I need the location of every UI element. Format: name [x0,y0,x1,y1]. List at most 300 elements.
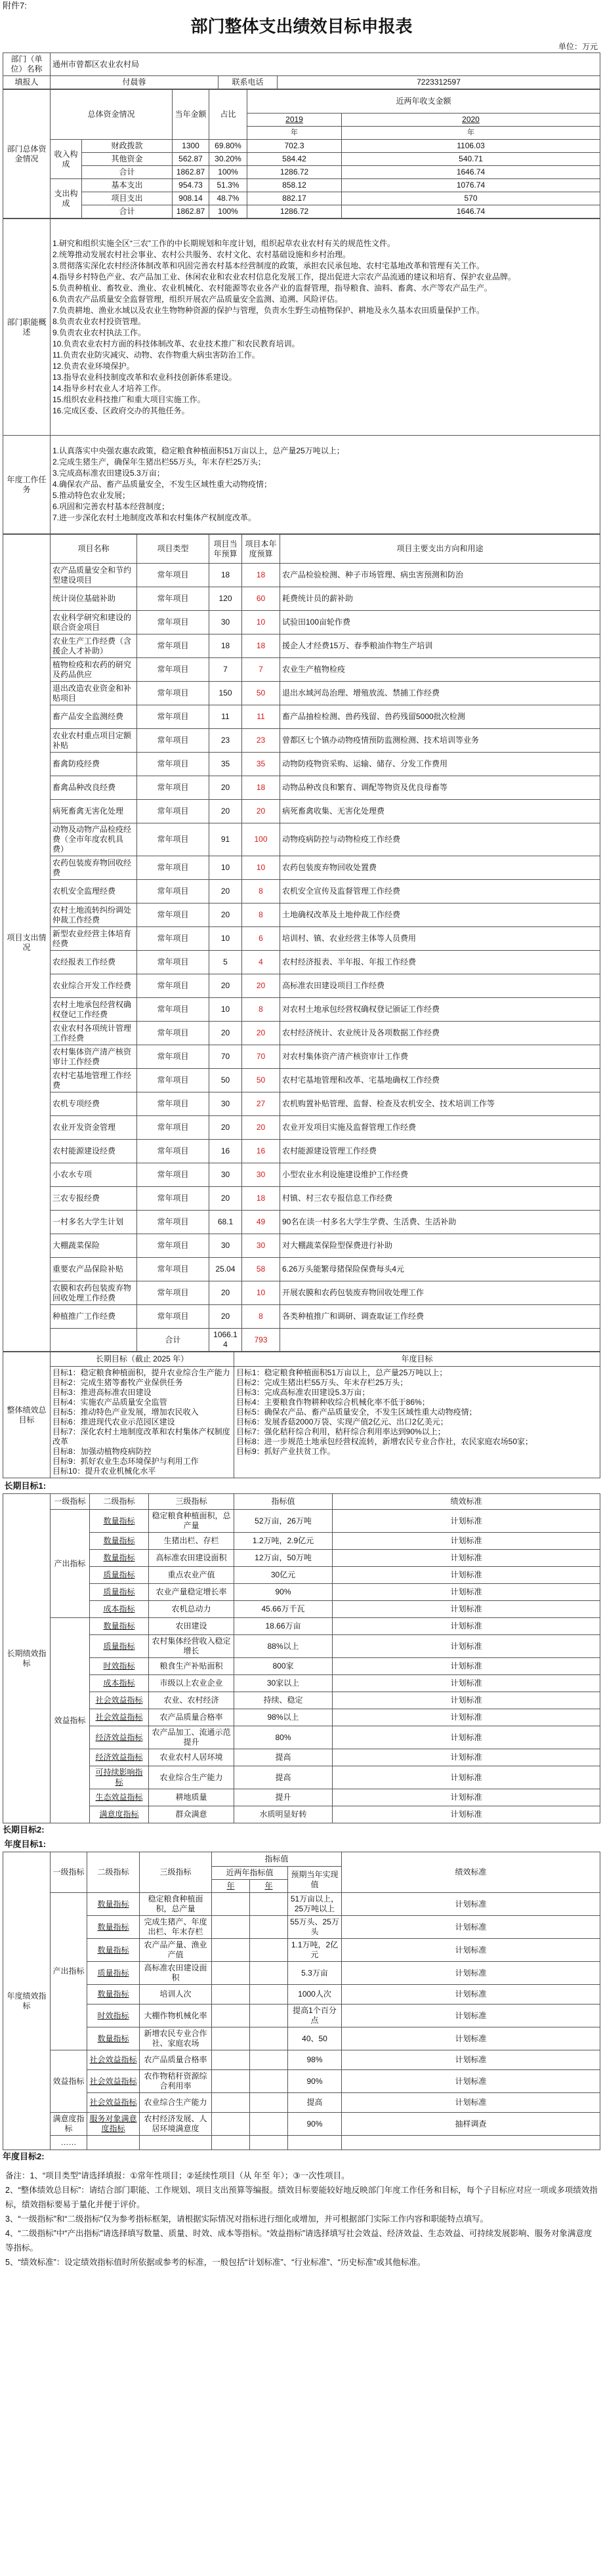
income-row-ratio: 100% [209,166,247,179]
project-budget-current: 11 [209,705,242,729]
project-name: 农膜和农药包装废弃物回收处理工作经费 [51,1281,137,1305]
income-row-name: 合计 [82,166,173,179]
long-standard: 计划标准 [333,1749,600,1766]
project-budget-current: 10 [209,927,242,951]
expense-row-y1: 858.12 [247,179,342,192]
year-plan: 90% [288,2113,342,2136]
year-plan: 1000人次 [288,1985,342,2005]
project-type: 常年项目 [137,564,209,587]
expense-row-y2: 570 [342,192,600,205]
long-standard: 计划标准 [333,1584,600,1601]
long-standard: 计划标准 [333,1806,600,1823]
year-standard: 计划标准 [342,1893,600,1916]
long-standard: 计划标准 [333,1789,600,1806]
long-level2: 经济效益指标 [90,1726,149,1749]
projects-total-empty [51,1329,137,1352]
year-plan: 51万亩以上，25万吨以上 [288,1893,342,1916]
project-budget-current: 30 [209,1163,242,1187]
long-value: 提高 [234,1766,333,1789]
project-row [3,587,600,611]
col-project-type: 项目类型 [137,535,209,564]
year-2-header: 2020 [342,114,600,127]
year-level3: 培训人次 [140,1985,212,2005]
project-name: 种植推广工作经费 [51,1305,137,1329]
project-budget-current: 30 [209,1092,242,1116]
expense-row-amount: 908.14 [173,192,209,205]
year-recent-2 [250,1916,288,1939]
project-row [3,998,600,1022]
long-level3: 耕地质量 [149,1789,234,1806]
year-recent-1 [212,1939,250,1962]
project-budget-current: 30 [209,1234,242,1258]
long-level2: 成本指标 [90,1675,149,1692]
year-recent-1 [212,2093,250,2113]
income-row-y1: 584.42 [247,153,342,166]
project-type: 常年项目 [137,753,209,776]
project-budget-year: 20 [242,974,280,998]
year-level2: 数量指标 [87,1893,140,1916]
project-budget-current: 150 [209,682,242,705]
year-empty-cell [212,2136,250,2150]
year-standard: 计划标准 [342,2093,600,2113]
project-budget-year: 23 [242,729,280,753]
year-indicators-label: 年度绩效指标 [3,1852,51,2150]
project-budget-current: 20 [209,880,242,904]
project-budget-current: 20 [209,904,242,927]
long-value: 800家 [234,1658,333,1675]
year-plan: 90% [288,2070,342,2093]
long-standard: 计划标准 [333,1766,600,1789]
project-row [3,1163,600,1187]
long-value: 提高 [234,1749,333,1766]
year-empty-cell [250,2136,288,2150]
income-row-y1: 1286.72 [247,166,342,179]
project-row [3,880,600,904]
project-budget-current: 20 [209,974,242,998]
long-level3: 重点农业产值 [149,1567,234,1584]
year-plan: 1.1万吨，2亿元 [288,1939,342,1962]
col-y-level1: 一级指标 [51,1852,87,1893]
project-type: 常年项目 [137,823,209,856]
long-standard: 计划标准 [333,1692,600,1709]
project-row [3,1234,600,1258]
expense-row-amount: 1862.87 [173,205,209,218]
year-level2: 数量指标 [87,2027,140,2050]
project-type: 常年项目 [137,776,209,800]
project-budget-current: 70 [209,1045,242,1069]
project-name: 三农专报经费 [51,1187,137,1211]
project-budget-year: 6 [242,927,280,951]
project-budget-current: 18 [209,564,242,587]
year-recent-2 [250,2070,288,2093]
project-name: 农业综合开发工作经费 [51,974,137,998]
col-project-use: 项目主要支出方向和用途 [280,535,600,564]
project-type: 常年项目 [137,856,209,880]
income-row-name: 其他资金 [82,153,173,166]
project-type: 常年项目 [137,705,209,729]
col-level3: 三级指标 [149,1494,234,1510]
project-name: 农村集体资产清产核资审计工作经费 [51,1045,137,1069]
project-type: 常年项目 [137,1022,209,1045]
project-name: 畜禽品种改良经费 [51,776,137,800]
project-row [3,1045,600,1069]
year-recent-2 [250,1893,288,1916]
project-budget-year: 49 [242,1211,280,1234]
project-budget-year: 20 [242,1022,280,1045]
year-standard: 计划标准 [342,1939,600,1962]
project-name: 农业农村各项统计管理工作经费 [51,1022,137,1045]
project-row [3,927,600,951]
year-level3: 农产品产量、渔业产值 [140,1939,212,1962]
project-budget-year: 100 [242,823,280,856]
project-use: 农机安全宣传及监督管理工作经费 [280,880,600,904]
long-level1: 产出指标 [51,1510,90,1618]
long-value: 持续、稳定 [234,1692,333,1709]
year-level2: 服务对象满意度指标 [87,2113,140,2136]
project-row [3,705,600,729]
project-name: 动物及动物产品检疫经费（全市年度农机具费） [51,823,137,856]
long-level1: 效益指标 [51,1618,90,1823]
long-level3: 农机总动力 [149,1601,234,1618]
col-budget-current: 项目当年预算 [209,535,242,564]
long-goal-2-title: 长期目标2: [3,1825,45,1835]
project-use: 6.26万头能繁母猪保险保费每头4元 [280,1258,600,1281]
long-level2: 数量指标 [90,1618,149,1635]
project-name: 大棚蔬菜保险 [51,1234,137,1258]
project-budget-year: 35 [242,753,280,776]
year-level3: 高标准农田建设面积 [140,1962,212,1985]
filler-label: 填报人 [3,76,51,89]
income-row-amount: 1300 [173,140,209,153]
long-value: 90% [234,1584,333,1601]
project-row [3,974,600,998]
project-budget-year: 50 [242,1069,280,1092]
project-row [3,611,600,634]
duties-label: 部门职能概述 [3,219,51,436]
overall-goals-table [3,1352,600,1478]
long-level3: 群众满意 [149,1806,234,1823]
project-budget-year: 70 [242,1045,280,1069]
project-name: 退出改造农业资金和补贴项目 [51,682,137,705]
project-budget-current: 20 [209,1281,242,1305]
project-name: 畜产品安全监测经费 [51,705,137,729]
project-name: 小农水专项 [51,1163,137,1187]
long-level3: 农业综合生产能力 [149,1766,234,1789]
project-name: 植物检疫和农药的研究及药品供应 [51,658,137,682]
duties-text: 1.研究和组织实施全区“三农”工作的中长期规划和年度计划，组织起草农业农村有关的规范性文件。 2.统筹推动发展农村社会事业、农村公共服务、农村文化、农村基础设施和乡村治理。 3.贯彻落实深化农村经济体制改革和巩固完善农村基本经营制度的政策，承担农民承包地、农村宅基地改革和管理有关工作。 4.指导乡村特色产业、农产品加工业、休闲农业和农业农村信息化发展工作，提出促进大宗农产品流通的建议和培育、保护农业品牌。 5.负责种植业、畜牧业、渔业、农业机械化、农村能源等农业各产业的监督管理，指导粮食、油料、畜禽、水产等农产品生产。 6.负责农产品质量安全监督管理，组织开展农产品质量安全监测、追溯、风险评估。 7.负责耕地、渔业水域以及农业生物物种资源的保护与管理，负责水生野生动植物保护、耕地及永久基本农田质量保护工作。 8.负责农业农村投资管理。 9.负责农业农村执法工作。 10.负责农业农村方面的科技体制改革、农业技术推广和农民教育培训。 11.负责农业防灾减灾、动物、农作物重大病虫害防治工作。 12.负责农业环境保护。 13.指导农业科技制度改革和农业科技创新体系建设。 14.指导乡村农业人才培养工作。 15.组织农业科技推广和重大项目实施工作。 16.完成区委、区政府交办的其他任务。 [51,219,600,436]
col-budget-year: 项目本年度预算 [242,535,280,564]
project-budget-year: 20 [242,800,280,823]
expense-row-y1: 1286.72 [247,205,342,218]
project-name: 农业科学研究和建设的联合资金项目 [51,611,137,634]
project-type: 常年项目 [137,1092,209,1116]
project-budget-year: 20 [242,1116,280,1140]
long-standard: 计划标准 [333,1726,600,1749]
project-use: 培训村、镇、农业经营主体等人员费用 [280,927,600,951]
year-recent-2 [250,1939,288,1962]
project-budget-current: 20 [209,800,242,823]
year-recent-1 [212,2070,250,2093]
long-standard: 计划标准 [333,1510,600,1533]
long-level2: 时效指标 [90,1658,149,1675]
long-level3: 市级以上农业企业 [149,1675,234,1692]
long-standard: 计划标准 [333,1533,600,1550]
projects-total-label: 合计 [137,1329,209,1352]
year-level3: 新增农民专业合作社、家庭农场 [140,2027,212,2050]
year-standard: 抽样调查 [342,2113,600,2136]
col-standard: 绩效标准 [333,1494,600,1510]
income-row-y2: 1106.03 [342,140,600,153]
project-use: 农村宅基地管理和改革、宅基地确权工作经费 [280,1069,600,1092]
long-level3: 农村集体经营收入稳定增长 [149,1635,234,1658]
long-level3: 农产品加工、流通示范提升 [149,1726,234,1749]
recent-years-label: 近两年收支金额 [247,90,600,114]
year-goal-header: 年度目标 [234,1352,600,1367]
year-standard: 计划标准 [342,2027,600,2050]
project-budget-current: 50 [209,1069,242,1092]
expense-row-ratio: 51.3% [209,179,247,192]
col-y-level3: 三级指标 [140,1852,212,1893]
year-standard: 计划标准 [342,1962,600,1985]
year-recent-1 [212,2027,250,2050]
project-budget-year: 16 [242,1140,280,1163]
year-recent-2 [250,2027,288,2050]
project-budget-year: 18 [242,776,280,800]
project-use: 农机购置补贴管理、监督、检查及农机安全、技术培训工作等 [280,1092,600,1116]
overall-goals-label: 整体绩效总目标 [3,1352,51,1478]
project-budget-year: 8 [242,904,280,927]
project-type: 常年项目 [137,1045,209,1069]
project-budget-current: 35 [209,753,242,776]
project-row [3,564,600,587]
year-goal-1-title: 年度目标1: [4,1839,47,1849]
long-value: 88%以上 [234,1635,333,1658]
year-level2: 社会效益指标 [87,2050,140,2070]
project-type: 常年项目 [137,951,209,974]
dept-label: 部门（单位）名称 [3,53,51,76]
col-y-level2: 二级指标 [87,1852,140,1893]
col-value: 指标值 [234,1494,333,1510]
project-type: 常年项目 [137,880,209,904]
project-budget-current: 18 [209,634,242,658]
long-standard: 计划标准 [333,1567,600,1584]
long-level3: 高标准农田建设面积 [149,1550,234,1567]
project-use: 对大棚蔬菜保险型保费进行补助 [280,1234,600,1258]
year-recent-2 [250,2005,288,2027]
long-goal-1-title: 长期目标1: [4,1481,47,1491]
project-type: 常年项目 [137,1211,209,1234]
project-use: 农产品检验检测、种子市场管理、病虫害预测和防治 [280,564,600,587]
year-recent-1 [212,2005,250,2027]
year-level3: 农村经济发展、人居环境满意度 [140,2113,212,2136]
long-level2: 满意度指标 [90,1806,149,1823]
project-name: 农产品质量安全和节约型建设项目 [51,564,137,587]
project-type: 常年项目 [137,1234,209,1258]
year-level1: 满意度指标 [51,2113,87,2136]
project-type: 常年项目 [137,658,209,682]
income-row-amount: 562.87 [173,153,209,166]
project-use: 耗费统计员的薪补助 [280,587,600,611]
project-budget-current: 25.04 [209,1258,242,1281]
year-goal-text: 目标1：稳定粮食种植面积51万亩以上，总产量25万吨以上； 目标2：完成生猪出栏55万头、年末存栏25万头； 目标3：完成高标准农田建设5.3万亩； 目标4：主要粮食作物耕种收综合机械化率不低于86%； 目标5：确保农产品、畜产品质量安全，不发生区域性重大动物疫情； 目标6：发展香菇2000万袋、实现产值2亿元、出口2亿美元； 目标7：强化秸秆综合利用，秸秆综合利用率达到90%以上； 目标8：进一步规范土地承包经营权流转，新增农民专业合作社，农民家庭农场50家； 目标9：抓好产业扶贫工作。 [234,1367,600,1478]
year-empty-cell [87,2136,140,2150]
year-recent-2 [250,2093,288,2113]
year-standard: 计划标准 [342,1916,600,1939]
expense-row-y1: 882.17 [247,192,342,205]
long-standard: 计划标准 [333,1675,600,1692]
project-budget-year: 10 [242,611,280,634]
project-type: 常年项目 [137,611,209,634]
funds-overview-label: 总体资金情况 [51,90,173,140]
year-level3: 农产品质量合格率 [140,2050,212,2070]
notes: 备注：1、“项目类型”请选择填报：①常年性项目；②延续性项目（从 年至 年）；③一次性项目。 2、“整体绩效总目标”：请结合部门职能、工作规划、项目支出预算等编报。绩效目标要能较好地反映部门年度工作任务和目标，每个子目标应对应一项或多项绩效指标，绩效指标要易于量化并便于评价。 3、“一级指标”和“二级指标”仅为参考指标框架，请根据实际情况对指标进行细化或增加，并可根据部门实际工作内容和职能特点填写。 4、“二级指标”中“产出指标”请选择填写数量、质量、时效、成本等指标。“效益指标”请选择填写社会效益、经济效益、生态效益、可持续发展影响、服务对象满意度等指标。 5、“绩效标准”：设定绩效指标值时所依据或参考的标准，一般包括“计划标准”、“行业标准”、“历史标准”或其他标准。 [5,2171,598,2267]
col-y-year2: 年 [250,1880,288,1893]
long-value: 水质明显好转 [234,1806,333,1823]
projects-total-use [280,1329,600,1352]
long-value: 提升 [234,1789,333,1806]
income-row-y1: 702.3 [247,140,342,153]
project-type: 常年项目 [137,1305,209,1329]
project-budget-year: 7 [242,658,280,682]
year-level2: 质量指标 [87,1962,140,1985]
project-use: 开展农膜和农药包装废弃物回收处理工作 [280,1281,600,1305]
project-row [3,776,600,800]
col-y-plan: 预期当年实现值 [288,1867,342,1893]
project-row [3,800,600,823]
project-row [3,1116,600,1140]
page-title: 部门整体支出绩效目标申报表 [190,16,413,36]
project-budget-year: 30 [242,1163,280,1187]
year-plan: 55万头、25万头 [288,1916,342,1939]
year-standard: 计划标准 [342,2005,600,2027]
year-goal-2-title: 年度目标2: [3,2151,45,2161]
project-name: 一村多名大学生计划 [51,1211,137,1234]
page [3,0,600,2572]
project-budget-current: 20 [209,1305,242,1329]
project-type: 常年项目 [137,998,209,1022]
project-type: 常年项目 [137,729,209,753]
project-name: 新型农业经营主体培育经费 [51,927,137,951]
current-year-label: 当年金额 [173,90,209,140]
project-use: 各类种植推广和调研、调查取证工作经费 [280,1305,600,1329]
long-level3: 农业农村人居环境 [149,1749,234,1766]
project-type: 常年项目 [137,587,209,611]
project-budget-year: 58 [242,1258,280,1281]
long-level2: 数量指标 [90,1533,149,1550]
projects-total-year: 793 [242,1329,280,1352]
project-name: 农村土地流转纠纷调处仲裁工作经费 [51,904,137,927]
project-name: 农药包装废弃物回收经费 [51,856,137,880]
project-type: 常年项目 [137,1163,209,1187]
project-budget-year: 27 [242,1092,280,1116]
long-value: 80% [234,1726,333,1749]
year-empty-cell [140,2136,212,2150]
year-recent-1 [212,1962,250,1985]
project-use: 小型农业水利设施建设维护工作经费 [280,1163,600,1187]
year-level3: 农业综合生产能力 [140,2093,212,2113]
expense-row-name: 基本支出 [82,179,173,192]
year-level3: 稳定粮食种植面积，总产量 [140,1893,212,1916]
year-indicators-table [3,1837,600,2150]
project-type: 常年项目 [137,1116,209,1140]
project-use: 土地确权改革及土地仲裁工作经费 [280,904,600,927]
project-type: 常年项目 [137,1140,209,1163]
col-y-year1: 年 [212,1880,250,1893]
annual-tasks-text: 1.认真落实中央强农惠农政策，稳定粮食种植面积51万亩以上，总产量25万吨以上； 2.完成生猪生产，确保年生猪出栏55万头，年末存栏25万头； 3.完成高标准农田建设5.3万亩； 4.确保农产品、畜产品质量安全，不发生区域性重大动物疫情； 5.推动特色农业发展； 6.巩固和完善农村基本经营制度； 7.进一步深化农村土地制度改革和农村集体产权制度改革。 [51,436,600,534]
income-row-ratio: 30.20% [209,153,247,166]
project-budget-year: 11 [242,705,280,729]
project-use: 动物防疫物资采购、运输、储存、分发工作费用 [280,753,600,776]
project-name: 农业生产工作经费（含援企人才补助） [51,634,137,658]
income-row-name: 财政拨款 [82,140,173,153]
project-name: 农业农村重点项目定额补贴 [51,729,137,753]
year-level2: 数量指标 [87,1916,140,1939]
project-budget-year: 8 [242,880,280,904]
long-level2: 质量指标 [90,1584,149,1601]
col-project-name: 项目名称 [51,535,137,564]
long-value: 1.2万吨，2.9亿元 [234,1533,333,1550]
project-row [3,753,600,776]
long-level2: 可持续影响指标 [90,1766,149,1789]
project-row [3,658,600,682]
long-standard: 计划标准 [333,1618,600,1635]
project-use: 农业开发项目实施及监督管理工作经费 [280,1116,600,1140]
expense-row-y2: 1076.74 [342,179,600,192]
year-recent-2 [250,1962,288,1985]
year-empty-cell [342,2136,600,2150]
project-type: 常年项目 [137,927,209,951]
project-name: 畜禽防疫经费 [51,753,137,776]
project-budget-year: 18 [242,1187,280,1211]
long-standard: 计划标准 [333,1550,600,1567]
long-standard: 计划标准 [333,1709,600,1726]
year-plan: 提高 [288,2093,342,2113]
project-use: 试验田100亩轮作费 [280,611,600,634]
project-budget-current: 68.1 [209,1211,242,1234]
year-standard: 计划标准 [342,1985,600,2005]
project-budget-year: 8 [242,998,280,1022]
income-row-ratio: 69.80% [209,140,247,153]
phone-value: 7223312597 [278,76,600,89]
project-row [3,1092,600,1116]
income-row-y2: 1646.74 [342,166,600,179]
project-name: 农村宅基地管理工作经费 [51,1069,137,1092]
year-standard: 计划标准 [342,2050,600,2070]
year-1-suffix: 年 [247,127,342,140]
year-recent-2 [250,2113,288,2136]
col-y-value: 指标值 [212,1852,342,1867]
project-budget-year: 30 [242,1234,280,1258]
project-budget-year: 10 [242,856,280,880]
long-indicators-table [3,1478,600,1823]
long-level2: 社会效益指标 [90,1692,149,1709]
long-value: 52万亩，26万吨 [234,1510,333,1533]
expense-row-ratio: 100% [209,205,247,218]
year-recent-1 [212,1916,250,1939]
project-budget-current: 20 [209,1022,242,1045]
project-budget-year: 8 [242,1305,280,1329]
project-name: 农村能源建设经费 [51,1140,137,1163]
year-1-header: 2019 [247,114,342,127]
year-level2: 社会效益指标 [87,2070,140,2093]
project-row [3,1258,600,1281]
project-budget-current: 91 [209,823,242,856]
project-type: 常年项目 [137,634,209,658]
project-use: 农村经济报表、半年报、年报工作经费 [280,951,600,974]
long-level3: 粮食生产补贴面积 [149,1658,234,1675]
long-level2: 质量指标 [90,1567,149,1584]
long-indicators-label: 长期绩效指标 [3,1494,51,1823]
